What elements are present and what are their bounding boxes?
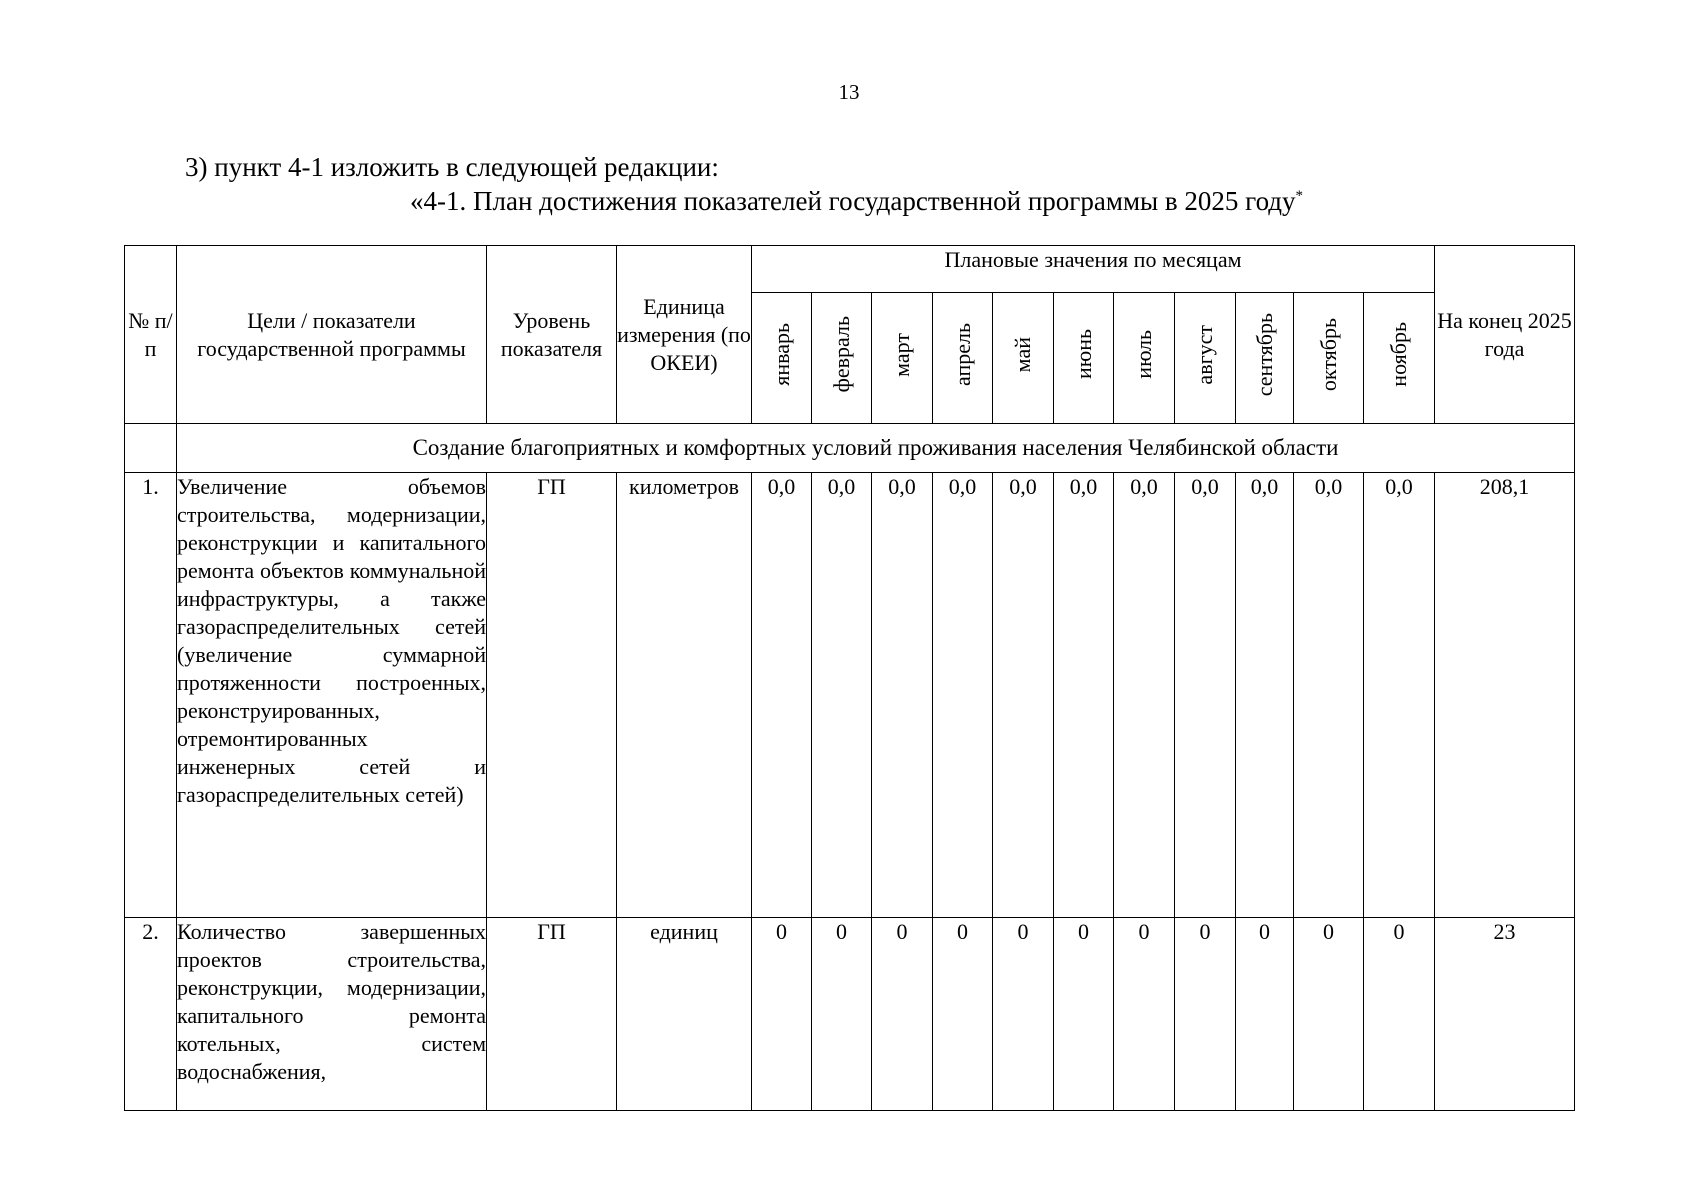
row-unit: километров xyxy=(617,473,752,918)
header-month xyxy=(933,293,993,424)
table-row xyxy=(125,473,1575,918)
row-year-end: 208,1 xyxy=(1435,473,1575,918)
row-month-value: 0,0 xyxy=(872,473,933,918)
row-level: ГП xyxy=(487,918,617,1111)
header-row-top xyxy=(125,246,1575,293)
month-label: май xyxy=(1010,336,1035,373)
footnote-mark: * xyxy=(1295,188,1304,204)
row-month-value: 0 xyxy=(933,918,993,1111)
row-num: 1. xyxy=(125,473,177,918)
row-month-value: 0 xyxy=(1294,918,1364,1111)
row-month-value: 0,0 xyxy=(1175,473,1236,918)
intro-text: 3) пункт 4-1 изложить в следующей редакции: xyxy=(185,152,719,182)
row-month-value: 0,0 xyxy=(993,473,1054,918)
month-label: ноябрь xyxy=(1386,322,1411,387)
row-month-value: 0 xyxy=(812,918,872,1111)
row-month-value: 0 xyxy=(1114,918,1175,1111)
section-row xyxy=(125,424,1575,473)
row-year-end: 23 xyxy=(1435,918,1575,1111)
header-level: Уровень показателя xyxy=(487,246,617,424)
month-label: февраль xyxy=(828,316,854,393)
row-goal: Количество завершенных проектов строительства, реконструкции, модернизации, капитального ремонта котельных, систем водоснабжения, xyxy=(177,918,487,1111)
header-year-end: На конец 2025 года xyxy=(1435,246,1575,424)
table-row xyxy=(125,918,1575,1111)
row-month-value: 0 xyxy=(1236,918,1294,1111)
row-month-value: 0 xyxy=(752,918,812,1111)
row-month-value: 0 xyxy=(872,918,933,1111)
header-month xyxy=(1114,293,1175,424)
month-label: июль xyxy=(1131,330,1156,379)
page-number: 13 xyxy=(838,80,860,104)
header-month xyxy=(1175,293,1236,424)
month-label: октябрь xyxy=(1315,317,1341,392)
row-month-value: 0,0 xyxy=(752,473,812,918)
section-num-cell xyxy=(125,424,177,473)
row-month-value: 0,0 xyxy=(812,473,872,918)
table-title-text: «4-1. План достижения показателей государственной программы в 2025 году xyxy=(410,186,1296,216)
month-label: август xyxy=(1192,324,1217,385)
row-month-value: 0,0 xyxy=(1294,473,1364,918)
header-month xyxy=(1054,293,1114,424)
section-title: Создание благоприятных и комфортных условий проживания населения Челябинской области xyxy=(177,424,1575,473)
row-month-value: 0 xyxy=(1175,918,1236,1111)
month-label: март xyxy=(889,332,914,377)
header-month xyxy=(872,293,933,424)
month-label: январь xyxy=(768,323,794,386)
header-month xyxy=(812,293,872,424)
row-month-value: 0 xyxy=(1364,918,1435,1111)
row-num: 2. xyxy=(125,918,177,1111)
header-monthly: Плановые значения по месяцам xyxy=(752,246,1435,293)
row-unit: единиц xyxy=(617,918,752,1111)
row-month-value: 0,0 xyxy=(1054,473,1114,918)
header-num: № п/п xyxy=(125,246,177,424)
header-month xyxy=(1364,293,1435,424)
header-month xyxy=(993,293,1054,424)
month-label: июнь xyxy=(1070,329,1096,380)
month-label: сентябрь xyxy=(1251,312,1277,397)
month-label: апрель xyxy=(949,322,975,387)
row-month-value: 0,0 xyxy=(933,473,993,918)
header-month xyxy=(752,293,812,424)
row-level: ГП xyxy=(487,473,617,918)
plan-table xyxy=(124,245,1575,1111)
header-unit: Единица измерения (по ОКЕИ) xyxy=(617,246,752,424)
row-month-value: 0,0 xyxy=(1364,473,1435,918)
row-month-value: 0 xyxy=(993,918,1054,1111)
header-goals: Цели / показатели государственной программы xyxy=(177,246,487,424)
header-month xyxy=(1294,293,1364,424)
table-title xyxy=(410,186,1303,217)
header-month xyxy=(1236,293,1294,424)
row-goal: Увеличение объемов строительства, модернизации, реконструкции и капитального ремонта объектов коммунальной инфраструктуры, а также газораспределительных сетей (увеличение суммарной протяженности построенных, реконструированных, отремонтированных инженерных сетей и газораспределительных сетей) xyxy=(177,473,487,918)
row-month-value: 0 xyxy=(1054,918,1114,1111)
row-month-value: 0,0 xyxy=(1114,473,1175,918)
row-month-value: 0,0 xyxy=(1236,473,1294,918)
